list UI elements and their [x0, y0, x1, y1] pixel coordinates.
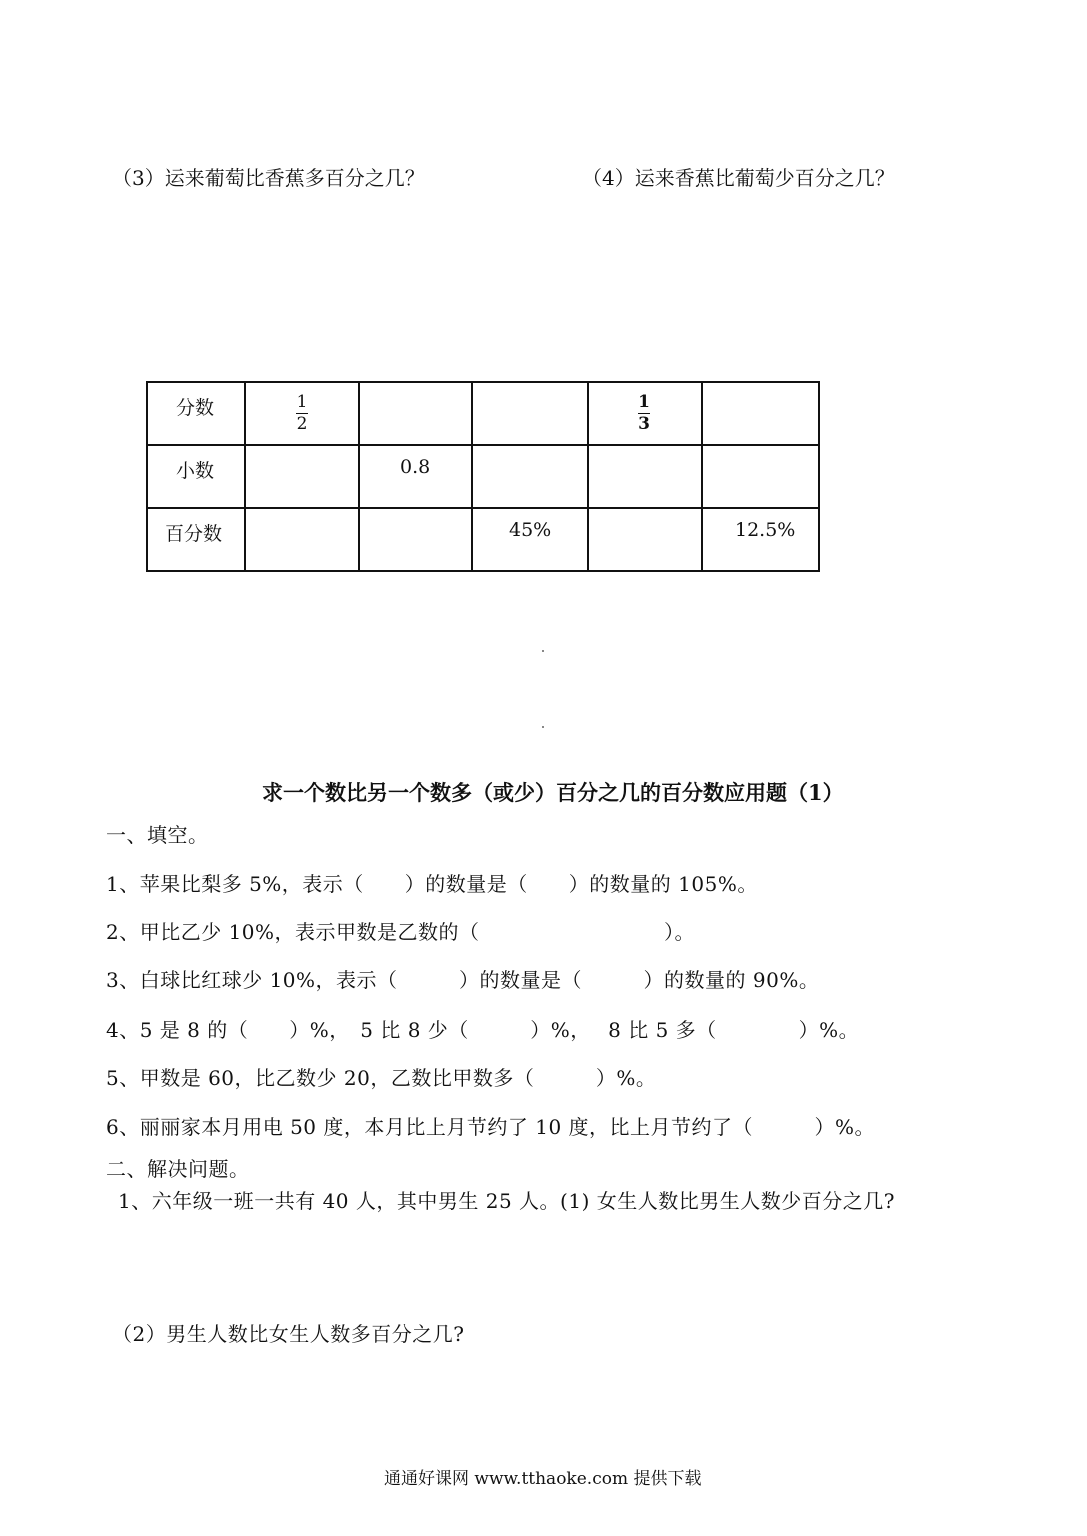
problem-1-part-2: （2）男生人数比女生人数多百分之几? — [112, 1322, 465, 1346]
section-heading-solve: 二、解决问题。 — [106, 1157, 250, 1181]
fraction-denominator: 2 — [296, 414, 308, 434]
decimal-value: 0.8 — [400, 456, 431, 478]
fill-in-item-2: 2、甲比乙少 10%，表示甲数是乙数的（ ）。 — [106, 920, 696, 944]
table-cell — [588, 382, 702, 445]
table-cell — [702, 382, 819, 445]
fraction-numerator: 1 — [296, 392, 308, 412]
table-cell — [588, 445, 702, 508]
fill-in-item-6: 6、丽丽家本月用电 50 度，本月比上月节约了 10 度，比上月节约了（ ）%。 — [106, 1115, 876, 1139]
table-cell — [472, 508, 588, 571]
table-cell — [245, 445, 359, 508]
table-cell — [245, 382, 359, 445]
scan-dot — [542, 650, 544, 652]
row-header-percent: 百分数 — [165, 523, 223, 545]
question-4: （4）运来香蕉比葡萄少百分之几？ — [582, 166, 895, 190]
table-cell — [359, 382, 472, 445]
fill-in-item-1: 1、苹果比梨多 5%，表示（ ）的数量是（ ）的数量的 105%。 — [106, 872, 758, 896]
table-cell — [245, 508, 359, 571]
section-heading-fill-in: 一、填空。 — [106, 823, 209, 847]
fraction-denominator: 3 — [638, 414, 650, 434]
conversion-table — [146, 381, 820, 572]
table-cell — [702, 508, 819, 571]
table-cell — [702, 445, 819, 508]
fraction-one-half — [296, 393, 308, 434]
table-row — [147, 382, 819, 445]
fill-in-item-5: 5、甲数是 60，比乙数少 20，乙数比甲数多（ ）%。 — [106, 1066, 657, 1090]
fraction-numerator: 1 — [638, 392, 650, 412]
table-cell — [588, 508, 702, 571]
question-3: （3）运来葡萄比香蕉多百分之几？ — [112, 166, 425, 190]
table-cell — [359, 508, 472, 571]
problem-1: 1、六年级一班一共有 40 人，其中男生 25 人。(1) 女生人数比男生人数少百分之几? — [118, 1189, 895, 1213]
table-cell — [359, 445, 472, 508]
table-header-cell — [147, 445, 245, 508]
table-row — [147, 508, 819, 571]
table-row — [147, 445, 819, 508]
percent-value: 45% — [509, 519, 552, 541]
fill-in-item-4: 4、5 是 8 的（ ）%， 5 比 8 少（ ）%， 8 比 5 多（ ）%。 — [106, 1018, 860, 1042]
fill-in-item-3: 3、白球比红球少 10%，表示（ ）的数量是（ ）的数量的 90%。 — [106, 968, 820, 992]
percent-value: 12.5% — [735, 519, 796, 541]
scan-dot — [542, 726, 544, 728]
fraction-one-third — [638, 393, 650, 434]
footer-credit: 通通好课网 www.tthaoke.com 提供下载 — [384, 1469, 702, 1489]
row-header-fraction: 分数 — [176, 397, 215, 419]
table-header-cell — [147, 508, 245, 571]
table-cell — [472, 382, 588, 445]
worksheet-title: 求一个数比另一个数多（或少）百分之几的百分数应用题（1） — [262, 780, 844, 805]
table-header-cell — [147, 382, 245, 445]
row-header-decimal: 小数 — [176, 460, 215, 482]
table-cell — [472, 445, 588, 508]
